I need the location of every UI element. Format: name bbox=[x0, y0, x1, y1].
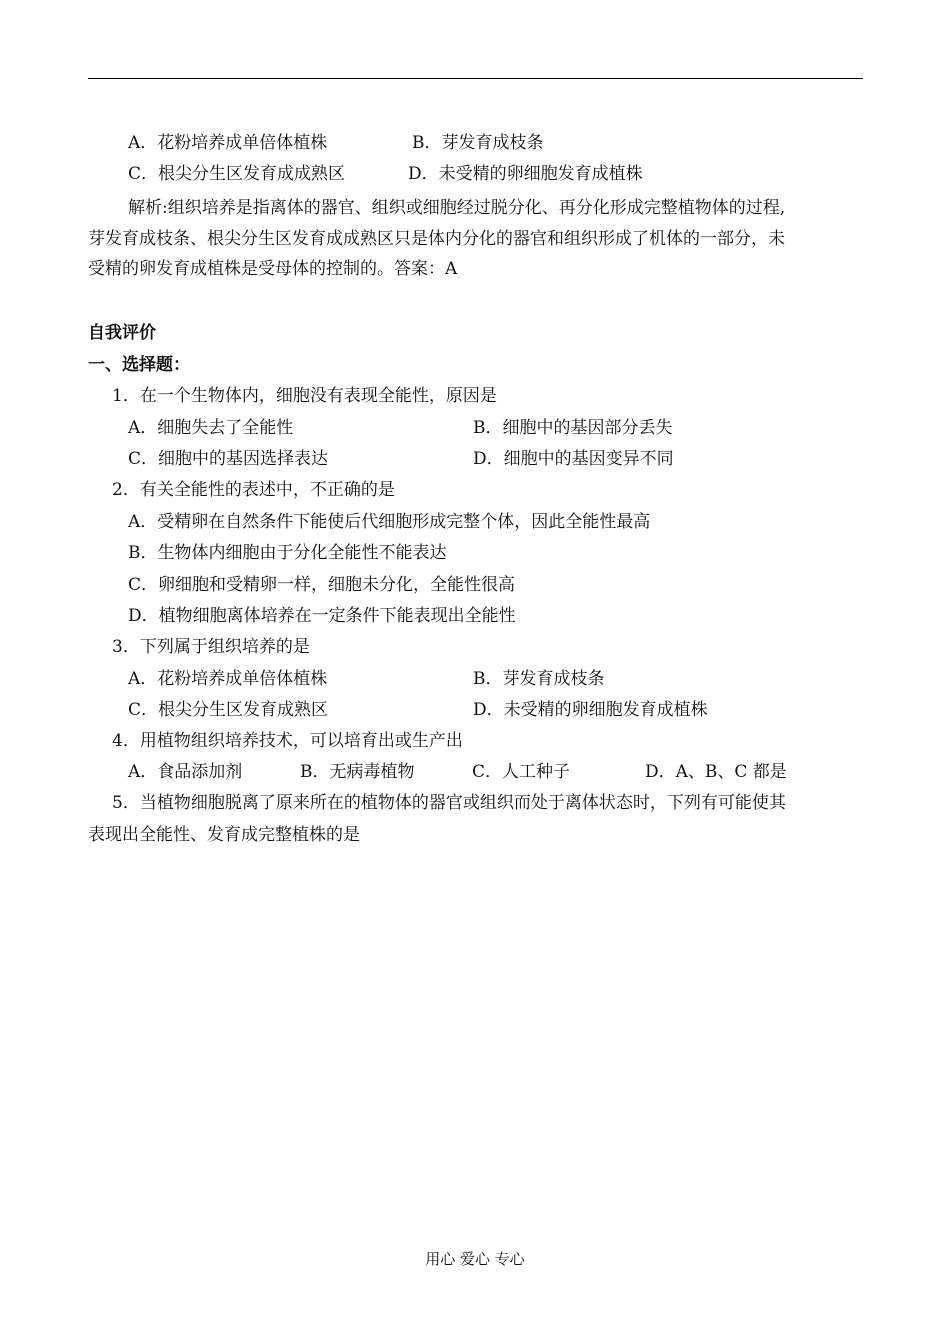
analysis-line-2: 芽发育成枝条、根尖分生区发育成成熟区只是体内分化的器官和组织形成了机体的一部分，未 bbox=[88, 229, 785, 249]
subsection-title: 一、选择题： bbox=[88, 355, 190, 375]
question-3-option-a: A．花粉培养成单倍体植株 bbox=[128, 669, 328, 689]
question-2-option-b: B．生物体内细胞由于分化全能性不能表达 bbox=[128, 543, 447, 563]
top-option-d: D．未受精的卵细胞发育成植株 bbox=[408, 164, 643, 184]
analysis-line-3: 受精的卵发育成植株是受母体的控制的。答案：A bbox=[88, 259, 458, 279]
question-1-option-b: B．细胞中的基因部分丢失 bbox=[473, 418, 673, 438]
page-footer: 用心 爱心 专心 bbox=[425, 1250, 525, 1268]
question-4-option-a: A．食品添加剂 bbox=[128, 762, 243, 782]
question-1-stem: 1．在一个生物体内，细胞没有表现全能性，原因是 bbox=[112, 386, 497, 406]
question-3-option-b: B．芽发育成枝条 bbox=[473, 669, 605, 689]
analysis-line-1: 解析:组织培养是指离体的器官、组织或细胞经过脱分化、再分化形成完整植物体的过程, bbox=[128, 198, 786, 218]
question-4-stem: 4．用植物组织培养技术，可以培育出或生产出 bbox=[112, 731, 463, 751]
question-3-stem: 3．下列属于组织培养的是 bbox=[112, 637, 310, 657]
section-title: 自我评价 bbox=[88, 323, 156, 343]
question-1-option-a: A．细胞失去了全能性 bbox=[128, 418, 294, 438]
top-option-c: C．根尖分生区发育成成熟区 bbox=[128, 164, 346, 184]
question-5-stem-line-1: 5．当植物细胞脱离了原来所在的植物体的器官或组织而处于离体状态时，下列有可能使其 bbox=[112, 793, 786, 813]
question-1-option-d: D．细胞中的基因变异不同 bbox=[473, 449, 674, 469]
top-option-a: A．花粉培养成单倍体植株 bbox=[128, 133, 328, 153]
question-2-option-a: A．受精卵在自然条件下能使后代细胞形成完整个体，因此全能性最高 bbox=[128, 512, 651, 532]
question-3-option-c: C．根尖分生区发育成熟区 bbox=[128, 700, 329, 720]
question-2-option-c: C．卵细胞和受精卵一样，细胞未分化，全能性很高 bbox=[128, 575, 516, 595]
question-4-option-c: C．人工种子 bbox=[472, 762, 571, 782]
question-3-option-d: D．未受精的卵细胞发育成植株 bbox=[473, 700, 708, 720]
header-rule bbox=[88, 78, 863, 79]
question-2-option-d: D．植物细胞离体培养在一定条件下能表现出全能性 bbox=[128, 606, 516, 626]
question-4-option-d: D．A、B、C 都是 bbox=[645, 762, 787, 782]
question-2-stem: 2．有关全能性的表述中，不正确的是 bbox=[112, 480, 395, 500]
top-option-b: B．芽发育成枝条 bbox=[412, 133, 544, 153]
question-5-stem-line-2: 表现出全能性、发育成完整植株的是 bbox=[88, 825, 360, 845]
question-1-option-c: C．细胞中的基因选择表达 bbox=[128, 449, 329, 469]
question-4-option-b: B．无病毒植物 bbox=[300, 762, 415, 782]
